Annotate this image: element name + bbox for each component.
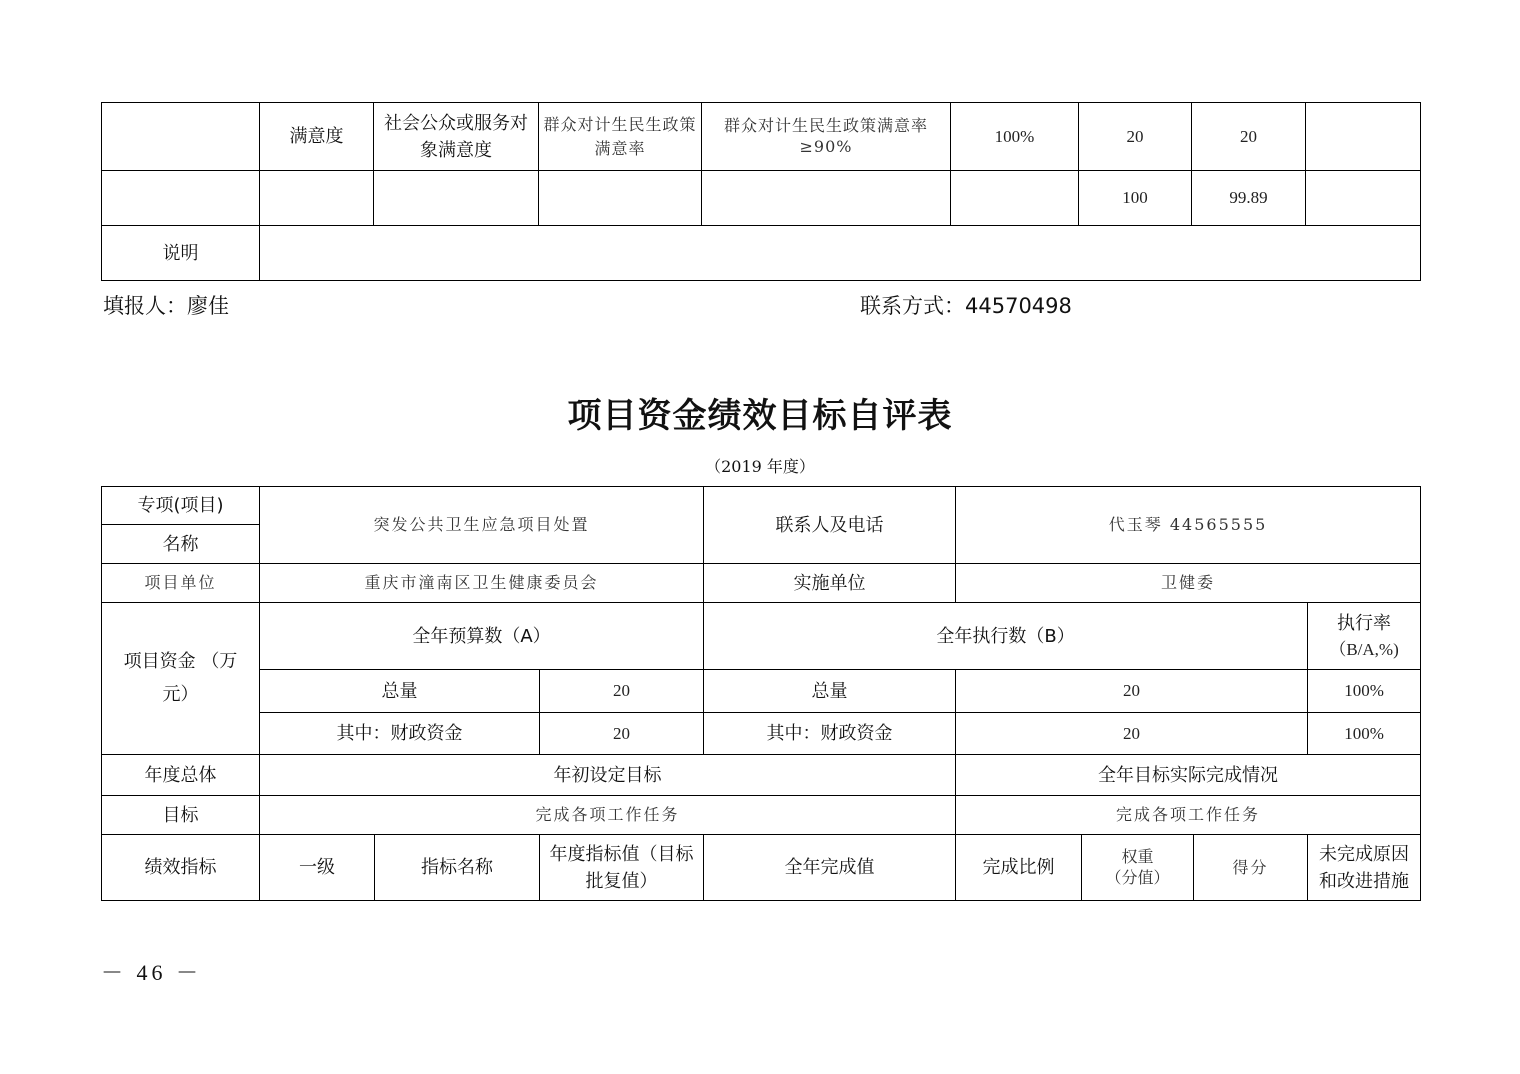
total-label: 总量 <box>260 670 540 713</box>
initial-goal-header: 年初设定目标 <box>260 755 956 796</box>
table-cell <box>260 171 374 226</box>
total-exec-label: 总量 <box>704 670 956 713</box>
annual-value-line1: 年度指标值（目标 <box>549 843 694 865</box>
project-name-label-2: 名称 <box>102 525 260 564</box>
table-row <box>102 171 1421 226</box>
table-row <box>102 603 1421 670</box>
budget-header: 全年预算数（A） <box>260 603 704 670</box>
weight-line1: 权重 <box>1121 846 1154 866</box>
funds-label-line2: 元） <box>162 683 199 705</box>
indicator-name-header: 指标名称 <box>375 835 540 901</box>
unit-value: 重庆市潼南区卫生健康委员会 <box>260 564 704 603</box>
table-cell <box>1306 103 1421 171</box>
table-cell: 20 <box>1079 103 1192 171</box>
unit-label: 项目单位 <box>102 564 260 603</box>
year-subtitle: （2019 年度） <box>705 457 815 476</box>
table-cell <box>1306 171 1421 226</box>
fiscal-exec: 20 <box>956 713 1308 755</box>
funds-label-line1: 项目资金 （万 <box>123 651 238 673</box>
table-row <box>102 796 1421 835</box>
completion-ratio-header: 完成比例 <box>956 835 1082 901</box>
table-cell <box>702 171 951 226</box>
notes-content <box>260 226 1421 281</box>
initial-goal: 完成各项工作任务 <box>260 796 956 835</box>
perf-label: 绩效指标 <box>102 835 260 901</box>
reason-line2: 和改进措施 <box>1319 870 1410 892</box>
previous-table <box>101 102 1421 281</box>
table-cell: 群众对计生民生政策满意率≥90% <box>702 103 951 171</box>
reason-header <box>1308 835 1421 901</box>
score-header: 得分 <box>1194 835 1308 901</box>
table-cell: 群众对计生民生政策满意率 <box>539 103 702 171</box>
table-cell <box>539 171 702 226</box>
weight-line2: （分值） <box>1105 867 1170 887</box>
evaluation-form <box>101 486 1421 901</box>
table-cell: 社会公众或服务对象满意度 <box>374 103 539 171</box>
table-row <box>102 835 1421 901</box>
impl-value: 卫健委 <box>956 564 1421 603</box>
table-cell <box>102 171 260 226</box>
rate-header-line2: （B/A,%) <box>1329 639 1399 659</box>
rate-header <box>1308 603 1421 670</box>
project-name-label: 专项(项目) <box>102 487 260 525</box>
table-cell <box>102 103 260 171</box>
full-year-value-header: 全年完成值 <box>704 835 956 901</box>
table-row <box>102 103 1421 171</box>
rate-header-line1: 执行率 <box>1337 612 1392 634</box>
table-cell: 满意度 <box>260 103 374 171</box>
total-budget: 20 <box>540 670 704 713</box>
annual-goal-label-2: 目标 <box>102 796 260 835</box>
table-cell: 100% <box>951 103 1079 171</box>
table-row <box>102 755 1421 796</box>
level1-header: 一级 <box>260 835 375 901</box>
table-row <box>102 487 1421 525</box>
fiscal-rate: 100% <box>1308 713 1421 755</box>
table-row <box>102 713 1421 755</box>
table-row <box>102 226 1421 281</box>
exec-header: 全年执行数（B） <box>704 603 1308 670</box>
table-cell: 99.89 <box>1192 171 1306 226</box>
fiscal-budget: 20 <box>540 713 704 755</box>
filler-info: 填报人：廖佳 <box>103 294 229 318</box>
annual-value-line2: 批复值） <box>585 870 658 892</box>
fiscal-label: 其中：财政资金 <box>260 713 540 755</box>
contact-value: 代玉琴 44565555 <box>956 487 1421 564</box>
actual-goal: 完成各项工作任务 <box>956 796 1421 835</box>
total-rate: 100% <box>1308 670 1421 713</box>
reason-line1: 未完成原因 <box>1319 843 1410 865</box>
contact-label: 联系人及电话 <box>704 487 956 564</box>
table-cell: 100 <box>1079 171 1192 226</box>
page-title: 项目资金绩效目标自评表 <box>567 396 953 436</box>
page-number: － 46 － <box>101 960 203 985</box>
table-cell <box>951 171 1079 226</box>
table-row <box>102 670 1421 713</box>
funds-label <box>102 603 260 755</box>
actual-header: 全年目标实际完成情况 <box>956 755 1421 796</box>
fiscal-exec-label: 其中：财政资金 <box>704 713 956 755</box>
impl-label: 实施单位 <box>704 564 956 603</box>
table-cell: 20 <box>1192 103 1306 171</box>
notes-label: 说明 <box>102 226 260 281</box>
table-row <box>102 564 1421 603</box>
weight-header <box>1082 835 1194 901</box>
project-name-value: 突发公共卫生应急项目处置 <box>260 487 704 564</box>
table-cell <box>374 171 539 226</box>
annual-goal-label: 年度总体 <box>102 755 260 796</box>
total-exec: 20 <box>956 670 1308 713</box>
annual-value-header <box>540 835 704 901</box>
contact-info: 联系方式：44570498 <box>860 294 1072 318</box>
